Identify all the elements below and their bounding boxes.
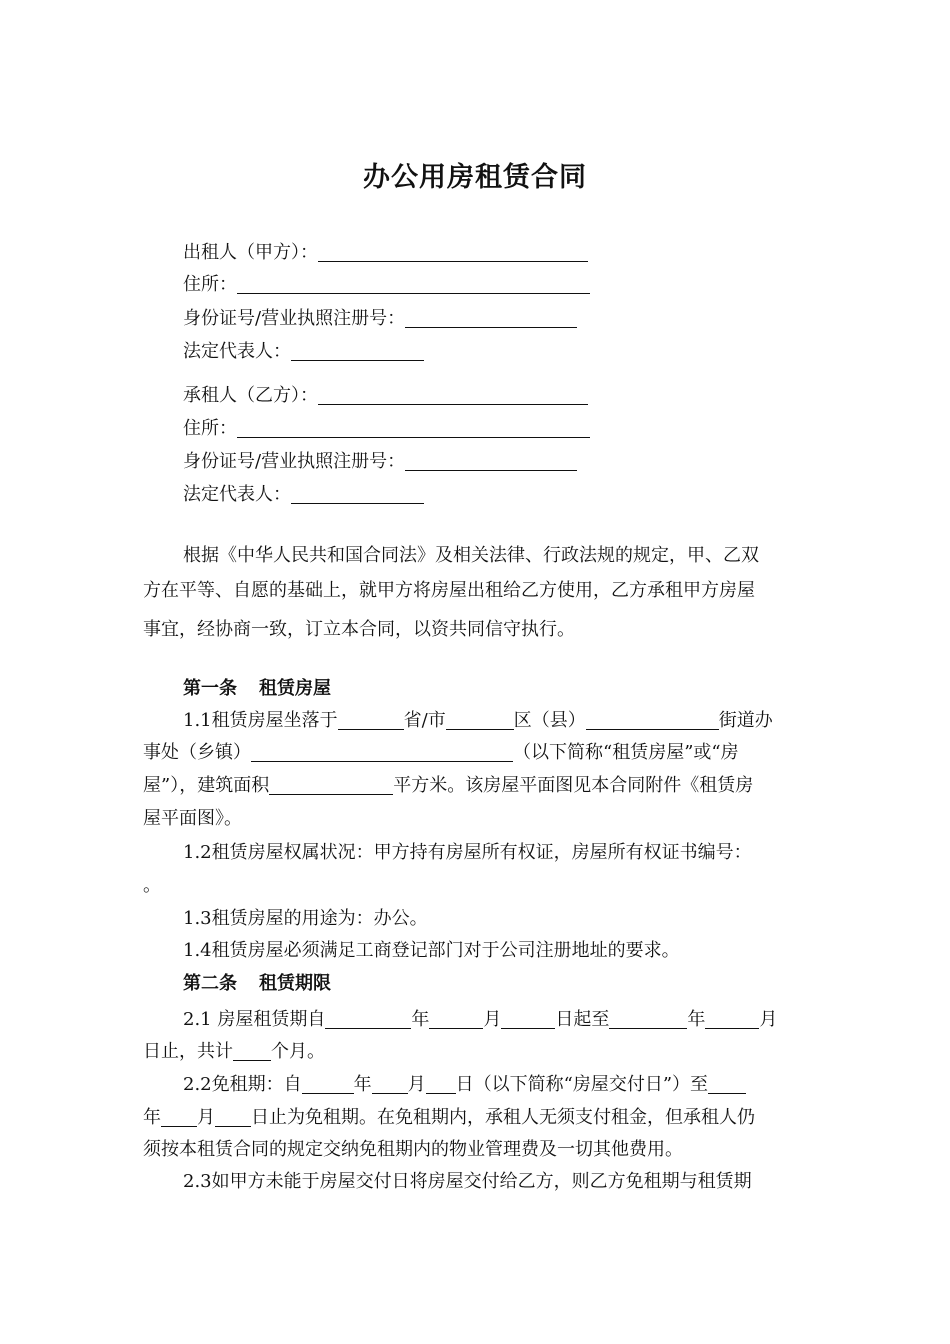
end-month-field[interactable] <box>705 1008 759 1029</box>
free-start-month-field[interactable] <box>372 1073 408 1094</box>
province-field[interactable] <box>338 709 404 730</box>
clause-1-1-line: 屋平面图》。 <box>143 808 242 829</box>
lessor-name-field[interactable] <box>318 241 588 262</box>
preamble-line: 方在平等、自愿的基础上，就甲方将房屋出租给乙方使用，乙方承租甲方房屋 <box>143 580 755 601</box>
clause-text: 区（县） <box>513 710 586 731</box>
clause-1-3: 1.3租赁房屋的用途为：办公。 <box>183 908 428 929</box>
clause-text: 日起至 <box>555 1009 610 1030</box>
end-year-field[interactable] <box>609 1008 687 1029</box>
clause-2-2-line <box>183 1072 746 1098</box>
clause-text: 平方米。该房屋平面图见本合同附件《租赁房 <box>393 775 754 796</box>
lessee-id-label: 身份证号/营业执照注册号： <box>183 451 406 472</box>
clause-2-1-line <box>143 1039 325 1065</box>
clause-text: 1.1租赁房屋坐落于 <box>183 710 338 731</box>
lessor-name-row <box>183 240 588 266</box>
lessor-rep-row <box>183 339 424 365</box>
article-1-title: 租赁房屋 <box>259 678 331 699</box>
clause-text: 年 <box>687 1009 706 1030</box>
total-months-field[interactable] <box>233 1040 271 1061</box>
township-field[interactable] <box>251 741 513 762</box>
lessor-rep-field[interactable] <box>291 340 424 361</box>
clause-2-3: 2.3如甲方未能于房屋交付日将房屋交付给乙方，则乙方免租期与租赁期 <box>183 1171 752 1192</box>
clause-text: 2.2免租期：自 <box>183 1074 302 1095</box>
clause-2-2-line: 须按本租赁合同的规定交纳免租期内的物业管理费及一切其他费用。 <box>143 1139 683 1160</box>
lessor-address-label: 住所： <box>183 274 237 295</box>
lessor-address-row <box>183 272 590 298</box>
city-field[interactable] <box>446 709 514 730</box>
article-1-heading <box>183 676 331 702</box>
document-title: 办公用房租赁合同 <box>363 162 587 193</box>
lessee-name-row <box>183 383 588 409</box>
lessee-name-field[interactable] <box>318 384 588 405</box>
start-day-field[interactable] <box>501 1008 555 1029</box>
lessor-name-label: 出租人（甲方）： <box>183 242 318 263</box>
free-end-year-field[interactable] <box>708 1073 746 1094</box>
article-2-title: 租赁期限 <box>259 973 331 994</box>
lessor-address-field[interactable] <box>237 273 590 294</box>
lessee-rep-field[interactable] <box>291 483 424 504</box>
article-2-heading <box>183 971 331 997</box>
lessee-id-field[interactable] <box>405 450 577 471</box>
lessee-rep-row <box>183 482 424 508</box>
clause-2-2-line <box>143 1105 755 1131</box>
lessor-rep-label: 法定代表人： <box>183 341 291 362</box>
free-end-month-field[interactable] <box>161 1106 197 1127</box>
article-1-number: 第一条 <box>183 678 237 699</box>
clause-text: 月 <box>483 1009 502 1030</box>
lessee-id-row <box>183 449 577 475</box>
free-end-day-field[interactable] <box>215 1106 251 1127</box>
clause-text: 年 <box>143 1107 161 1128</box>
lessor-id-label: 身份证号/营业执照注册号： <box>183 308 406 329</box>
clause-text: 月 <box>407 1074 426 1095</box>
clause-1-1-line <box>143 773 753 799</box>
preamble-line: 事宜，经协商一致，订立本合同，以资共同信守执行。 <box>143 619 575 640</box>
lessor-id-field[interactable] <box>405 307 577 328</box>
free-start-year-field[interactable] <box>302 1073 354 1094</box>
clause-text: 年 <box>353 1074 372 1095</box>
clause-2-1-line <box>183 1007 777 1033</box>
article-2-number: 第二条 <box>183 973 237 994</box>
clause-1-1-line <box>143 740 739 766</box>
clause-text: 屋”），建筑面积 <box>143 775 270 796</box>
clause-text: 省/市 <box>403 710 446 731</box>
clause-1-2: 1.2租赁房屋权属状况：甲方持有房屋所有权证，房屋所有权证书编号： <box>183 842 752 863</box>
district-field[interactable] <box>586 709 719 730</box>
clause-text: （以下简称“租赁房屋”或“房 <box>513 742 739 763</box>
clause-1-2-end: 。 <box>143 875 161 896</box>
start-year-field[interactable] <box>325 1008 411 1029</box>
clause-text: 日止为免租期。在免租期内，承租人无须支付租金，但承租人仍 <box>251 1107 755 1128</box>
clause-text: 日（以下简称“房屋交付日”）至 <box>455 1074 709 1095</box>
clause-1-1-line <box>183 708 773 734</box>
lessee-rep-label: 法定代表人： <box>183 484 291 505</box>
clause-text: 月 <box>759 1009 778 1030</box>
clause-text: 2.1 房屋租赁期自 <box>183 1009 326 1030</box>
clause-text: 事处（乡镇） <box>143 742 251 763</box>
lessee-address-label: 住所： <box>183 418 237 439</box>
clause-text: 个月。 <box>271 1041 325 1062</box>
free-start-day-field[interactable] <box>426 1073 456 1094</box>
lessee-address-row <box>183 416 590 442</box>
preamble-line: 根据《中华人民共和国合同法》及相关法律、行政法规的规定，甲、乙双 <box>183 545 759 566</box>
clause-text: 年 <box>411 1009 430 1030</box>
lessor-id-row <box>183 306 577 332</box>
start-month-field[interactable] <box>429 1008 483 1029</box>
clause-text: 日止，共计 <box>143 1041 233 1062</box>
lessee-name-label: 承租人（乙方）： <box>183 385 318 406</box>
area-field[interactable] <box>269 774 393 795</box>
clause-1-4: 1.4租赁房屋必须满足工商登记部门对于公司注册地址的要求。 <box>183 940 680 961</box>
clause-text: 街道办 <box>718 710 773 731</box>
clause-text: 月 <box>197 1107 215 1128</box>
lessee-address-field[interactable] <box>237 417 590 438</box>
